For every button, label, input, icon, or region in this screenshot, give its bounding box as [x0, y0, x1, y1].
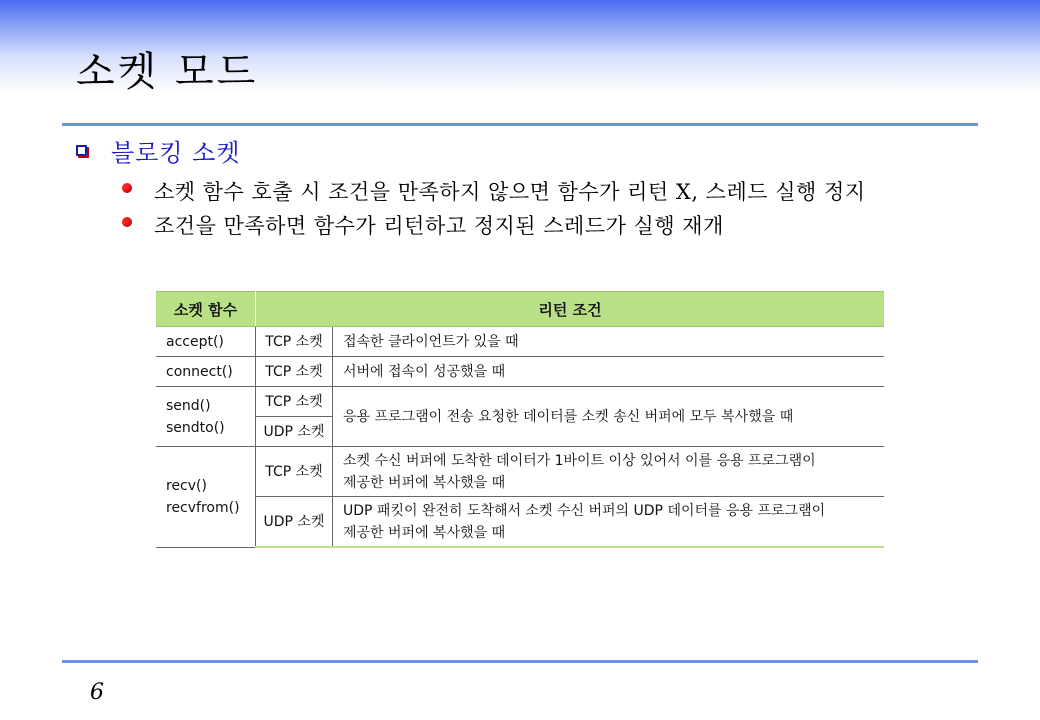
function-line: recv() [166, 477, 207, 494]
table-header-row [156, 292, 884, 327]
condition-line: UDP 패킷이 완전히 도착해서 소켓 수신 버퍼의 UDP 데이터를 응용 프로그램이 [343, 502, 826, 519]
table-row [156, 357, 884, 387]
bullet-text: 소켓 함수 호출 시 조건을 만족하지 않으면 함수가 리턴 X, 스레드 실행 정지 [154, 180, 866, 204]
section-heading [76, 132, 241, 168]
header-socket-function: 소켓 함수 [156, 292, 256, 327]
cell-protocol: TCP 소켓 [256, 447, 333, 497]
cell-condition: 접속한 클라이언트가 있을 때 [333, 327, 885, 357]
checkbox-square-icon [76, 145, 87, 156]
condition-line: 제공한 버퍼에 복사했을 때 [343, 474, 506, 491]
condition-line: 소켓 수신 버퍼에 도착한 데이터가 1바이트 이상 있어서 이를 응용 프로그램이 [343, 452, 816, 469]
bullet-text: 조건을 만족하면 함수가 리턴하고 정지된 스레드가 실행 재개 [154, 214, 724, 238]
bullet-item [122, 174, 866, 208]
table-row [156, 497, 884, 548]
cell-function [156, 387, 256, 447]
function-line: recvfrom() [166, 499, 240, 516]
cell-condition: 응용 프로그램이 전송 요청한 데이터를 소켓 송신 버퍼에 모두 복사했을 때 [333, 387, 885, 447]
condition-line: 제공한 버퍼에 복사했을 때 [343, 524, 506, 541]
cell-function: connect() [156, 357, 256, 387]
table-row [156, 387, 884, 417]
title-divider [62, 123, 978, 126]
cell-protocol: TCP 소켓 [256, 357, 333, 387]
function-line: send() [166, 397, 211, 414]
cell-function [156, 447, 256, 548]
cell-protocol: UDP 소켓 [256, 497, 333, 548]
red-dot-icon [122, 183, 132, 193]
cell-condition [333, 447, 885, 497]
table-row [156, 447, 884, 497]
cell-protocol: TCP 소켓 [256, 327, 333, 357]
cell-protocol: TCP 소켓 [256, 387, 333, 417]
red-dot-icon [122, 217, 132, 227]
slide-title: 소켓 모드 [76, 49, 259, 95]
bullet-item [122, 208, 866, 242]
header-return-condition: 리턴 조건 [256, 292, 885, 327]
page-number: 6 [90, 680, 104, 705]
cell-condition [333, 497, 885, 548]
footer-divider [62, 660, 978, 663]
cell-protocol: UDP 소켓 [256, 417, 333, 447]
section-label: 블로킹 소켓 [111, 138, 241, 167]
cell-function: accept() [156, 327, 256, 357]
bullet-list [122, 174, 866, 242]
table-row [156, 327, 884, 357]
function-line: sendto() [166, 419, 225, 436]
return-conditions-table [156, 291, 884, 548]
cell-condition: 서버에 접속이 성공했을 때 [333, 357, 885, 387]
